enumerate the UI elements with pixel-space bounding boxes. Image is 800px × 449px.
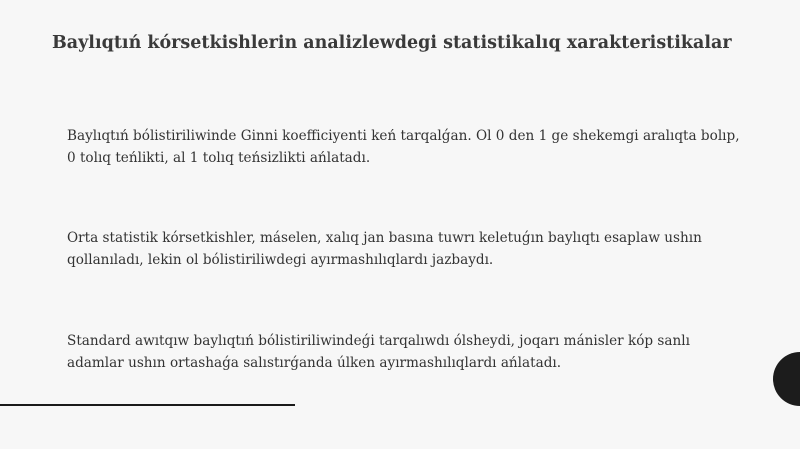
decorative-circle-shape: [773, 352, 800, 406]
paragraph-gini: Baylıqtıń bólistiriliwinde Ginni koefficiyenti keń tarqalǵan. Ol 0 den 1 ge shekemgi aralıqta bolıp, 0 tolıq teńlikti, al 1 tolıq teńsizlikti ańlatadı.: [67, 128, 740, 166]
slide-title: Baylıqtıń kórsetkishlerin analizlewdegi statistikalıq xarakteristikalar: [52, 33, 732, 53]
paragraph-std-dev: Standard awıtqıw baylıqtıń bólistiriliwindeǵi tarqalıwdı ólsheydi, joqarı mánisler kóp sanlı adamlar ushın ortashaǵa salıstırǵanda úlken ayırmashılıqlardı ańlatadı.: [67, 333, 690, 371]
paragraph-mean: Orta statistik kórsetkishler, máselen, xalıq jan basına tuwrı keletuǵın baylıqtı esaplaw ushın qollanıladı, lekin ol bólistiriliwdegi ayırmashılıqlardı jazbaydı.: [67, 230, 702, 268]
decorative-divider-line: [0, 404, 295, 406]
